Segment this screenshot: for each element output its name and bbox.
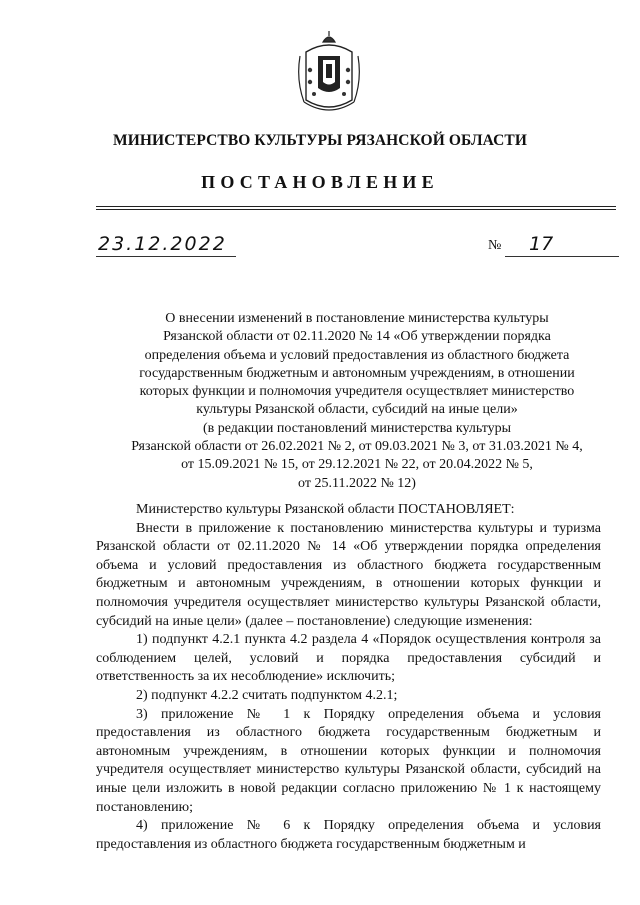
- decree-number-label: №: [488, 238, 502, 253]
- body-paragraph: 1) подпункт 4.2.1 пункта 4.2 раздела 4 «Порядок осуществления контроля за соблюдением целей, условий и порядка предоставления субсидий и ответственность за их несоблюдение» исключить;: [96, 632, 601, 685]
- subject-line: определения объема и условий предоставления из областного бюджета: [144, 347, 570, 363]
- body-paragraph: 2) подпункт 4.2.2 считать подпунктом 4.2.1;: [136, 687, 398, 703]
- subject-line: Рязанской области от 02.11.2020 № 14 «Об утверждении порядка: [163, 329, 551, 345]
- decree-subject: [96, 310, 618, 493]
- subject-line: государственным бюджетным и автономным учреждениям, в отношении: [139, 365, 575, 381]
- body-paragraph: Министерство культуры Рязанской области ПОСТАНОВЛЯЕТ:: [136, 502, 515, 517]
- body-paragraph: Внести в приложение к постановлению министерства культуры и туризма Рязанской области от 02.11.2020 № 14 «Об утверждении порядка определения объема и условий предоставления из областного бюджета государственным бюджетным и автономным учреждениям, в отношении которых функции и полномочия учредителя осуществляет министерство культуры Рязанской области, субсидий на иные цели» (далее – постановление) следующие изменения:: [96, 520, 601, 629]
- subject-line: О внесении изменений в постановление министерства культуры: [165, 311, 549, 326]
- decree-date: 23.12.2022: [96, 232, 236, 257]
- subject-line: Рязанской области от 26.02.2021 № 2, от 09.03.2021 № 3, от 31.03.2021 № 4,: [131, 439, 583, 455]
- body-paragraph: 3) приложение № 1 к Порядку определения объема и условия предоставления из областного бюджета государственным бюджетным и автономным учреждениям, в отношении которых функции и полномочия учредителя осуществляет министерство культуры Рязанской области, субсидий на иные цели изложить в новой редакции согласно приложению № 1 к настоящему постановлению;: [96, 706, 601, 815]
- header-divider-bottom: [96, 209, 616, 210]
- coat-of-arms-emblem-icon: [296, 30, 362, 120]
- ministry-name: МИНИСТЕРСТВО КУЛЬТУРЫ РЯЗАНСКОЙ ОБЛАСТИ: [112, 132, 528, 149]
- header-divider-top: [96, 206, 616, 207]
- body-paragraph: 4) приложение № 6 к Порядку определения объема и условия предоставления из областного бюджета государственным бюджетным и: [96, 818, 601, 852]
- subject-line: (в редакции постановлений министерства культуры: [202, 420, 512, 436]
- subject-line: культуры Рязанской области, субсидий на иные цели»: [196, 402, 518, 418]
- subject-line: от 15.09.2021 № 15, от 29.12.2021 № 22, от 20.04.2022 № 5,: [181, 457, 533, 473]
- decree-body: [96, 501, 601, 854]
- subject-line: которых функции и полномочия учредителя осуществляет министерство: [139, 384, 575, 400]
- subject-line: от 25.11.2022 № 12): [298, 475, 416, 491]
- decree-number: 17: [505, 232, 619, 257]
- document-type-title: ПОСТАНОВЛЕНИЕ: [201, 172, 439, 192]
